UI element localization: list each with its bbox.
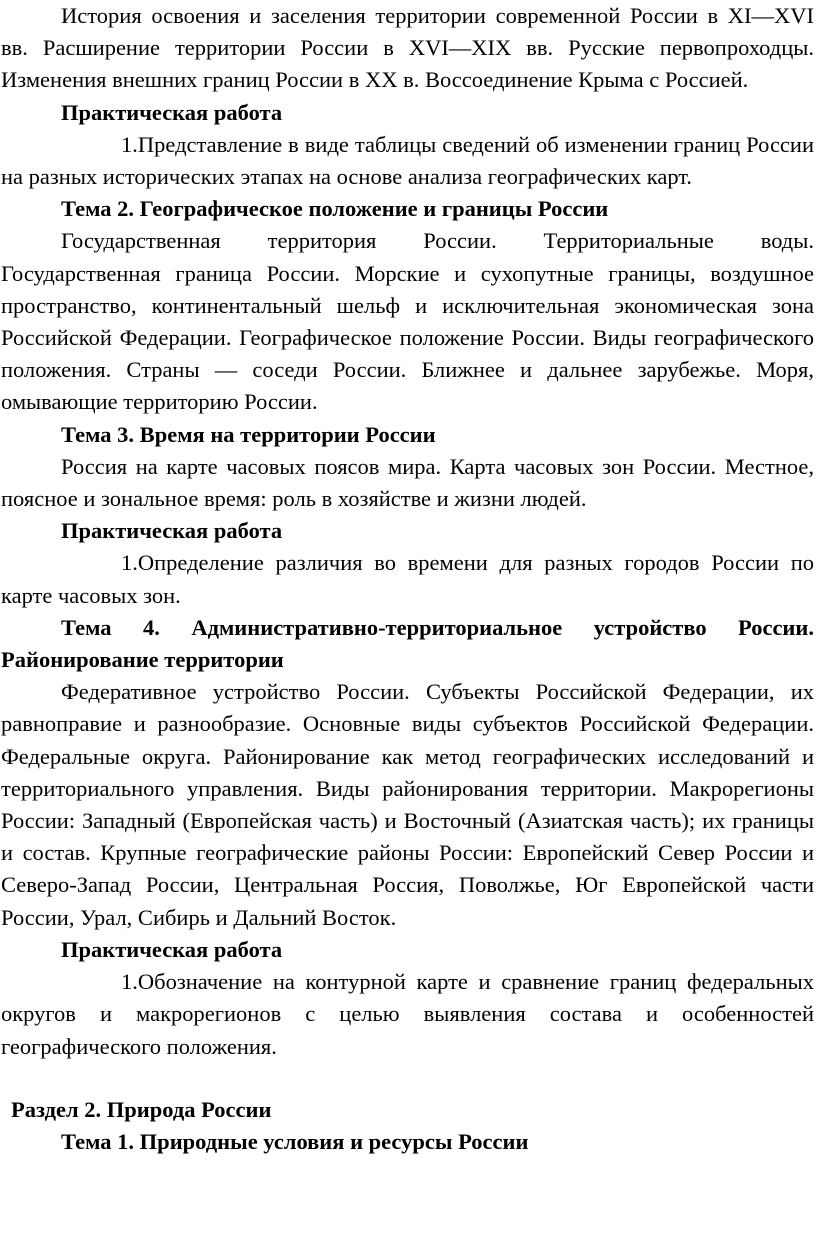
list-item-practical-3 (1, 966, 814, 1063)
paragraph-federal-structure: Федеративное устройство России. Субъекты Российской Федерации, их равноправие и разнообразие. Основные виды субъектов Российской Федерации. Федеральные округа. Районирование как метод географических исследований и территориального управления. Виды районирования территории. Макрорегионы России: Западный (Европейская часть) и Восточный (Азиатская часть); их границы и состав. Крупные географические районы России: Европейский Север России и Северо-Запад России, Центральная Россия, Поволжье, Юг Европейской части России, Урал, Сибирь и Дальний Восток. (1, 679, 814, 930)
list-item-practical-1 (1, 129, 814, 193)
heading-practical-work-1: Практическая работа (61, 99, 283, 125)
heading-topic-3: Тема 3. Время на территории России (61, 421, 436, 447)
paragraph-time-zones: Россия на карте часовых поясов мира. Карта часовых зон России. Местное, поясное и зональное время: роль в хозяйстве и жизни людей. (1, 453, 814, 512)
paragraph-history: История освоения и заселения территории современной России в XI—XVI вв. Расширение территории России в XVI—XIX вв. Русские первопроходцы. Изменения внешних границ России в XX в. Воссоединение Крыма с Россией. (1, 3, 814, 93)
heading-practical-work-3: Практическая работа (61, 936, 283, 962)
list-item-number: 1. (121, 969, 138, 995)
paragraph-territory: Государственная территория России. Территориальные воды. Государственная граница России. Морские и сухопутные границы, воздушное пространство, континентальный шельф и исключительная экономическая зона Российской Федерации. Географическое положение России. Виды географического положения. Страны — соседи России. Ближнее и дальнее зарубежье. Моря, омывающие территорию России. (1, 228, 814, 415)
heading-section-2: Раздел 2. Природа России (11, 1096, 272, 1122)
list-item-number: 1. (121, 550, 138, 576)
heading-section-2-topic-1: Тема 1. Природные условия и ресурсы России (61, 1128, 529, 1154)
list-item-text: Определение различия во времени для разных городов России по карте часовых зон. (1, 550, 814, 608)
list-item-number: 1. (121, 131, 138, 157)
list-item-text: Обозначение на контурной карте и сравнение границ федеральных округов и макрорегионов с целью выявления состава и особенностей географического положения. (1, 969, 814, 1059)
heading-practical-work-2: Практическая работа (61, 518, 283, 544)
heading-topic-4: Тема 4. Административно-территориальное устройство России. Районирование территории (1, 614, 814, 673)
list-item-practical-2 (1, 547, 814, 611)
list-item-text: Представление в виде таблицы сведений об изменении границ России на разных исторических этапах на основе анализа географических карт. (1, 131, 814, 190)
heading-topic-2: Тема 2. Географическое положение и границы России (61, 196, 609, 222)
